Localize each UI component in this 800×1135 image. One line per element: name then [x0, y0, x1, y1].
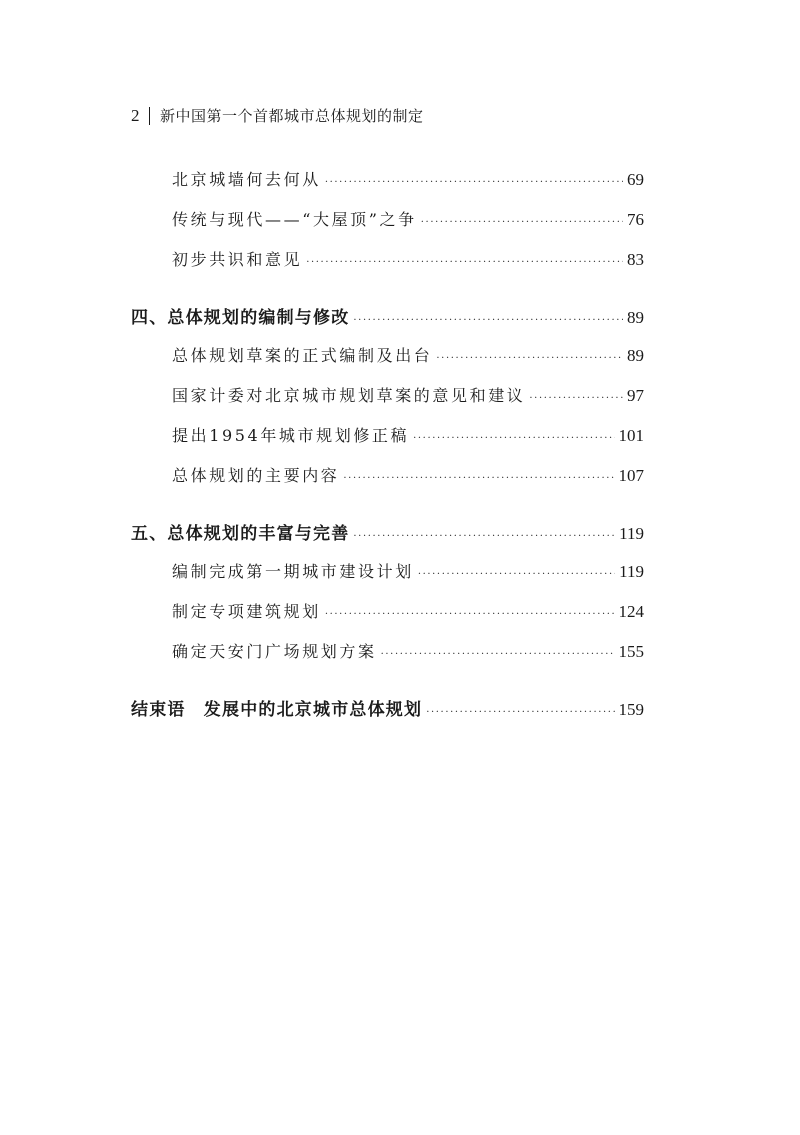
dot-leader — [436, 353, 623, 364]
toc-entry[interactable] — [172, 383, 644, 407]
toc-entry-title: 确定天安门广场规划方案 — [172, 642, 377, 661]
toc-entry[interactable] — [172, 423, 644, 447]
dot-leader — [306, 257, 623, 268]
toc-entry[interactable] — [172, 639, 644, 663]
toc-entry-title: 初步共识和意见 — [172, 250, 303, 269]
toc-entry[interactable] — [172, 559, 644, 583]
toc-entry[interactable] — [172, 343, 644, 367]
toc-entry-title: 北京城墙何去何从 — [172, 170, 321, 189]
dot-leader — [353, 531, 615, 542]
toc-entry[interactable] — [172, 167, 644, 191]
toc-conclusion-page: 159 — [618, 700, 644, 719]
toc-entry-page: 69 — [627, 170, 644, 189]
dot-leader — [353, 315, 623, 326]
toc-entry-page: 124 — [618, 602, 644, 621]
toc-entry-title: 总体规划草案的正式编制及出台 — [172, 346, 433, 365]
dot-leader — [381, 649, 615, 660]
toc-entry-title: 总体规划的主要内容 — [172, 466, 340, 485]
toc-entry-page: 89 — [627, 346, 644, 365]
toc-entry-title: 编制完成第一期城市建设计划 — [172, 562, 414, 581]
toc-entry-page: 97 — [627, 386, 644, 405]
toc-conclusion-title: 结束语 发展中的北京城市总体规划 — [131, 700, 423, 720]
toc-entry-page: 119 — [619, 562, 644, 581]
dot-leader — [413, 433, 614, 444]
toc-chapter-page: 119 — [619, 524, 644, 543]
header-page-number: 2 — [131, 105, 140, 125]
toc-entry[interactable] — [172, 463, 644, 487]
toc-chapter[interactable] — [131, 303, 644, 327]
toc-entry-page: 83 — [627, 250, 644, 269]
toc-entry-page: 107 — [618, 466, 644, 485]
toc-chapter-title: 四、总体规划的编制与修改 — [131, 308, 350, 328]
toc-entry-title: 传统与现代——“大屋顶”之争 — [172, 210, 417, 229]
dot-leader — [343, 473, 614, 484]
header-book-title: 新中国第一个首都城市总体规划的制定 — [160, 107, 424, 125]
toc-conclusion[interactable] — [131, 695, 644, 719]
dot-leader — [426, 707, 614, 718]
toc-entry-title: 制定专项建筑规划 — [172, 602, 321, 621]
dot-leader — [529, 393, 623, 404]
dot-leader — [325, 177, 623, 188]
toc-entry-page: 76 — [627, 210, 644, 229]
dot-leader — [418, 569, 615, 580]
toc-entry-page: 155 — [618, 642, 644, 661]
toc-entry[interactable] — [172, 247, 644, 271]
toc-entry-title: 提出1954年城市规划修正稿 — [172, 426, 410, 445]
toc-entry[interactable] — [172, 599, 644, 623]
dot-leader — [325, 609, 615, 620]
toc-entry[interactable] — [172, 207, 644, 231]
toc-chapter-page: 89 — [627, 308, 644, 327]
toc-entry-title: 国家计委对北京城市规划草案的意见和建议 — [172, 386, 526, 405]
dot-leader — [421, 217, 623, 228]
toc-entry-page: 101 — [618, 426, 644, 445]
toc-chapter-title: 五、总体规划的丰富与完善 — [131, 524, 350, 544]
toc-chapter[interactable] — [131, 519, 644, 543]
